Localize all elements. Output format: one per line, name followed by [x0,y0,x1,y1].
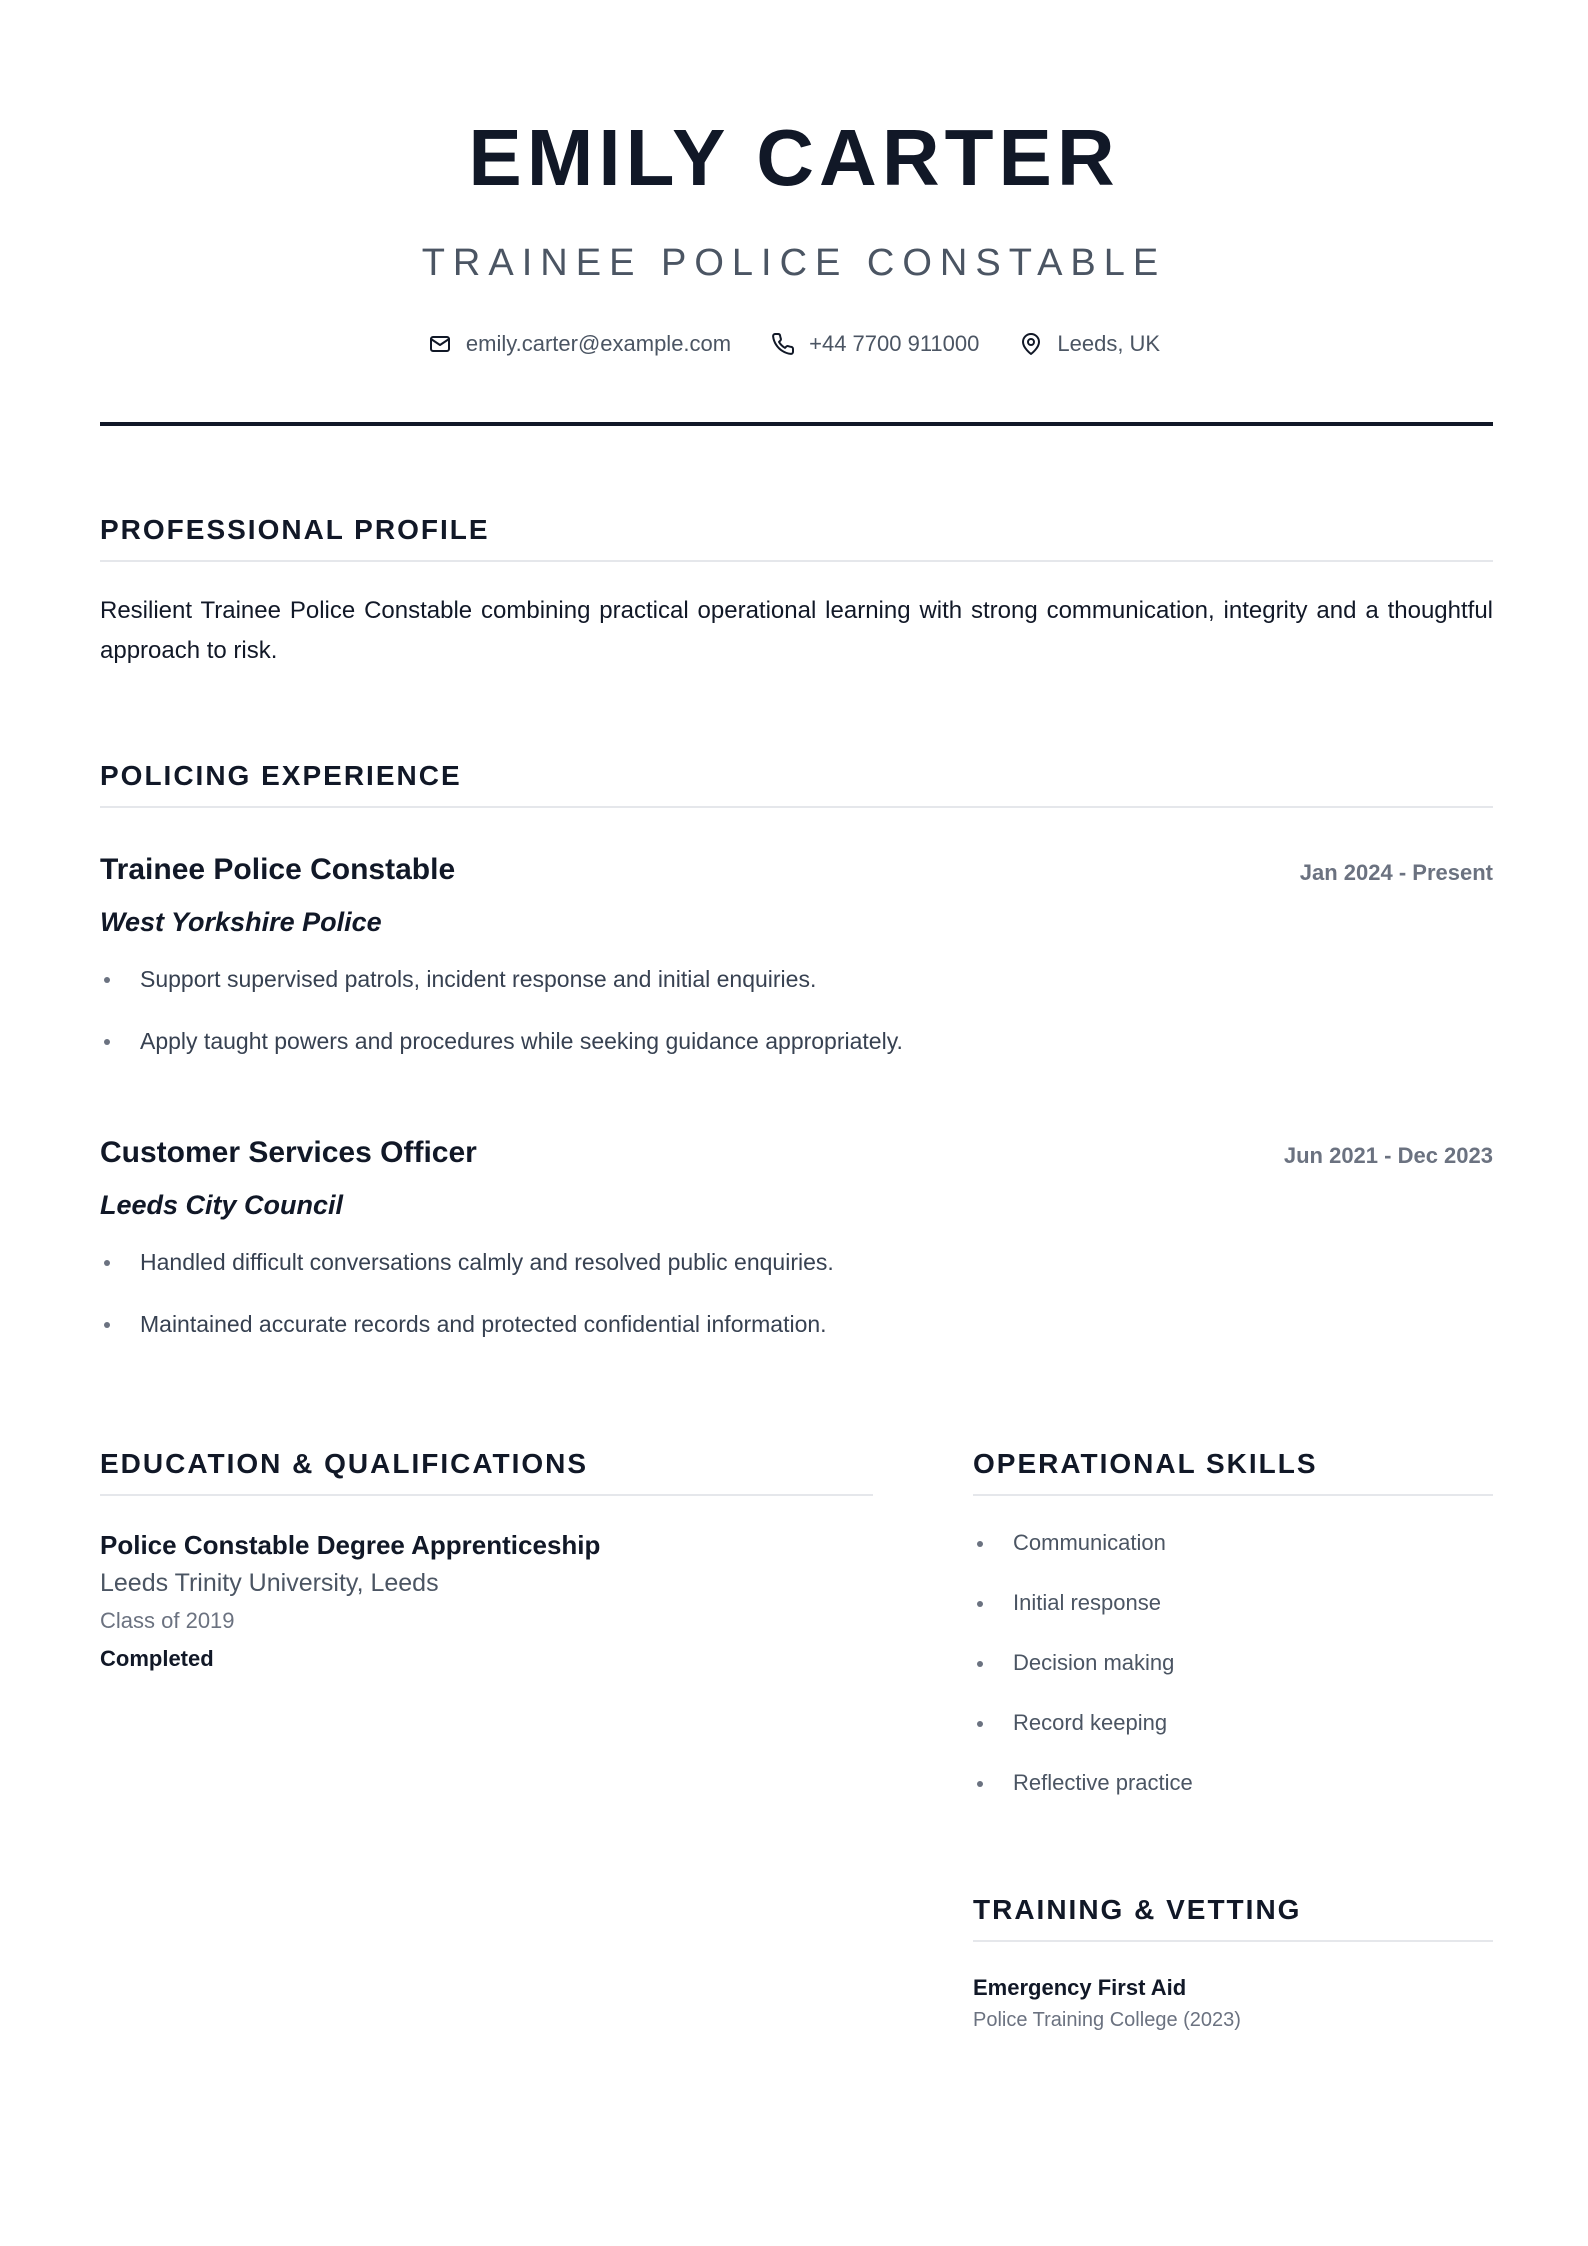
training-item-subtitle: Police Training College (2023) [973,2009,1241,2031]
skills-list [973,1527,1193,1827]
job-bullets [100,963,903,1087]
list-item: Initial response [973,1587,1193,1619]
education-degree: Police Constable Degree Apprenticeship [100,1530,601,1560]
training-divider [973,1940,1493,1942]
list-item: Decision making [973,1647,1193,1679]
job-company: West Yorkshire Police [100,907,382,937]
job-bullets [100,1246,834,1370]
candidate-name: EMILY CARTER [468,113,1120,202]
education-heading: EDUCATION & QUALIFICATIONS [100,1448,589,1479]
list-item: Maintained accurate records and protected confidential information. [100,1308,834,1340]
header-divider [100,422,1493,426]
list-item: Handled difficult conversations calmly and resolved public enquiries. [100,1246,834,1278]
mail-icon [428,332,452,356]
contact-bar [0,328,1588,360]
list-item: Communication [973,1527,1193,1559]
contact-location [1019,328,1160,360]
list-item: Support supervised patrols, incident response and initial enquiries. [100,963,903,995]
experience-heading: POLICING EXPERIENCE [100,760,462,791]
education-status: Completed [100,1646,214,1671]
job-title: Trainee Police Constable [100,853,456,886]
map-pin-icon [1019,332,1043,356]
candidate-role: TRAINEE POLICE CONSTABLE [421,242,1167,284]
training-heading: TRAINING & VETTING [973,1894,1302,1925]
email-text: emily.carter@example.com [465,331,732,356]
education-divider [100,1494,873,1496]
job-dates: Jan 2024 - Present [1299,860,1493,885]
location-text: Leeds, UK [1057,331,1161,356]
phone-icon [771,332,795,356]
job-title: Customer Services Officer [100,1136,477,1169]
skills-heading: OPERATIONAL SKILLS [973,1448,1318,1479]
experience-divider [100,806,1493,808]
education-school: Leeds Trinity University, Leeds [100,1569,439,1597]
contact-email[interactable] [428,328,731,360]
job-dates: Jun 2021 - Dec 2023 [1283,1143,1493,1168]
skills-divider [973,1494,1493,1496]
contact-phone[interactable] [771,328,979,360]
profile-heading: PROFESSIONAL PROFILE [100,514,490,545]
education-year: Class of 2019 [100,1608,235,1633]
list-item: Apply taught powers and procedures while seeking guidance appropriately. [100,1025,903,1057]
phone-text: +44 7700 911000 [809,331,980,356]
training-item-title: Emergency First Aid [973,1975,1187,2000]
profile-summary: Resilient Trainee Police Constable combining practical operational learning with strong communication, integrity and a thoughtful approach to risk. [100,597,1493,664]
profile-divider [100,560,1493,562]
list-item: Reflective practice [973,1767,1193,1799]
list-item: Record keeping [973,1707,1193,1739]
job-company: Leeds City Council [100,1190,344,1220]
